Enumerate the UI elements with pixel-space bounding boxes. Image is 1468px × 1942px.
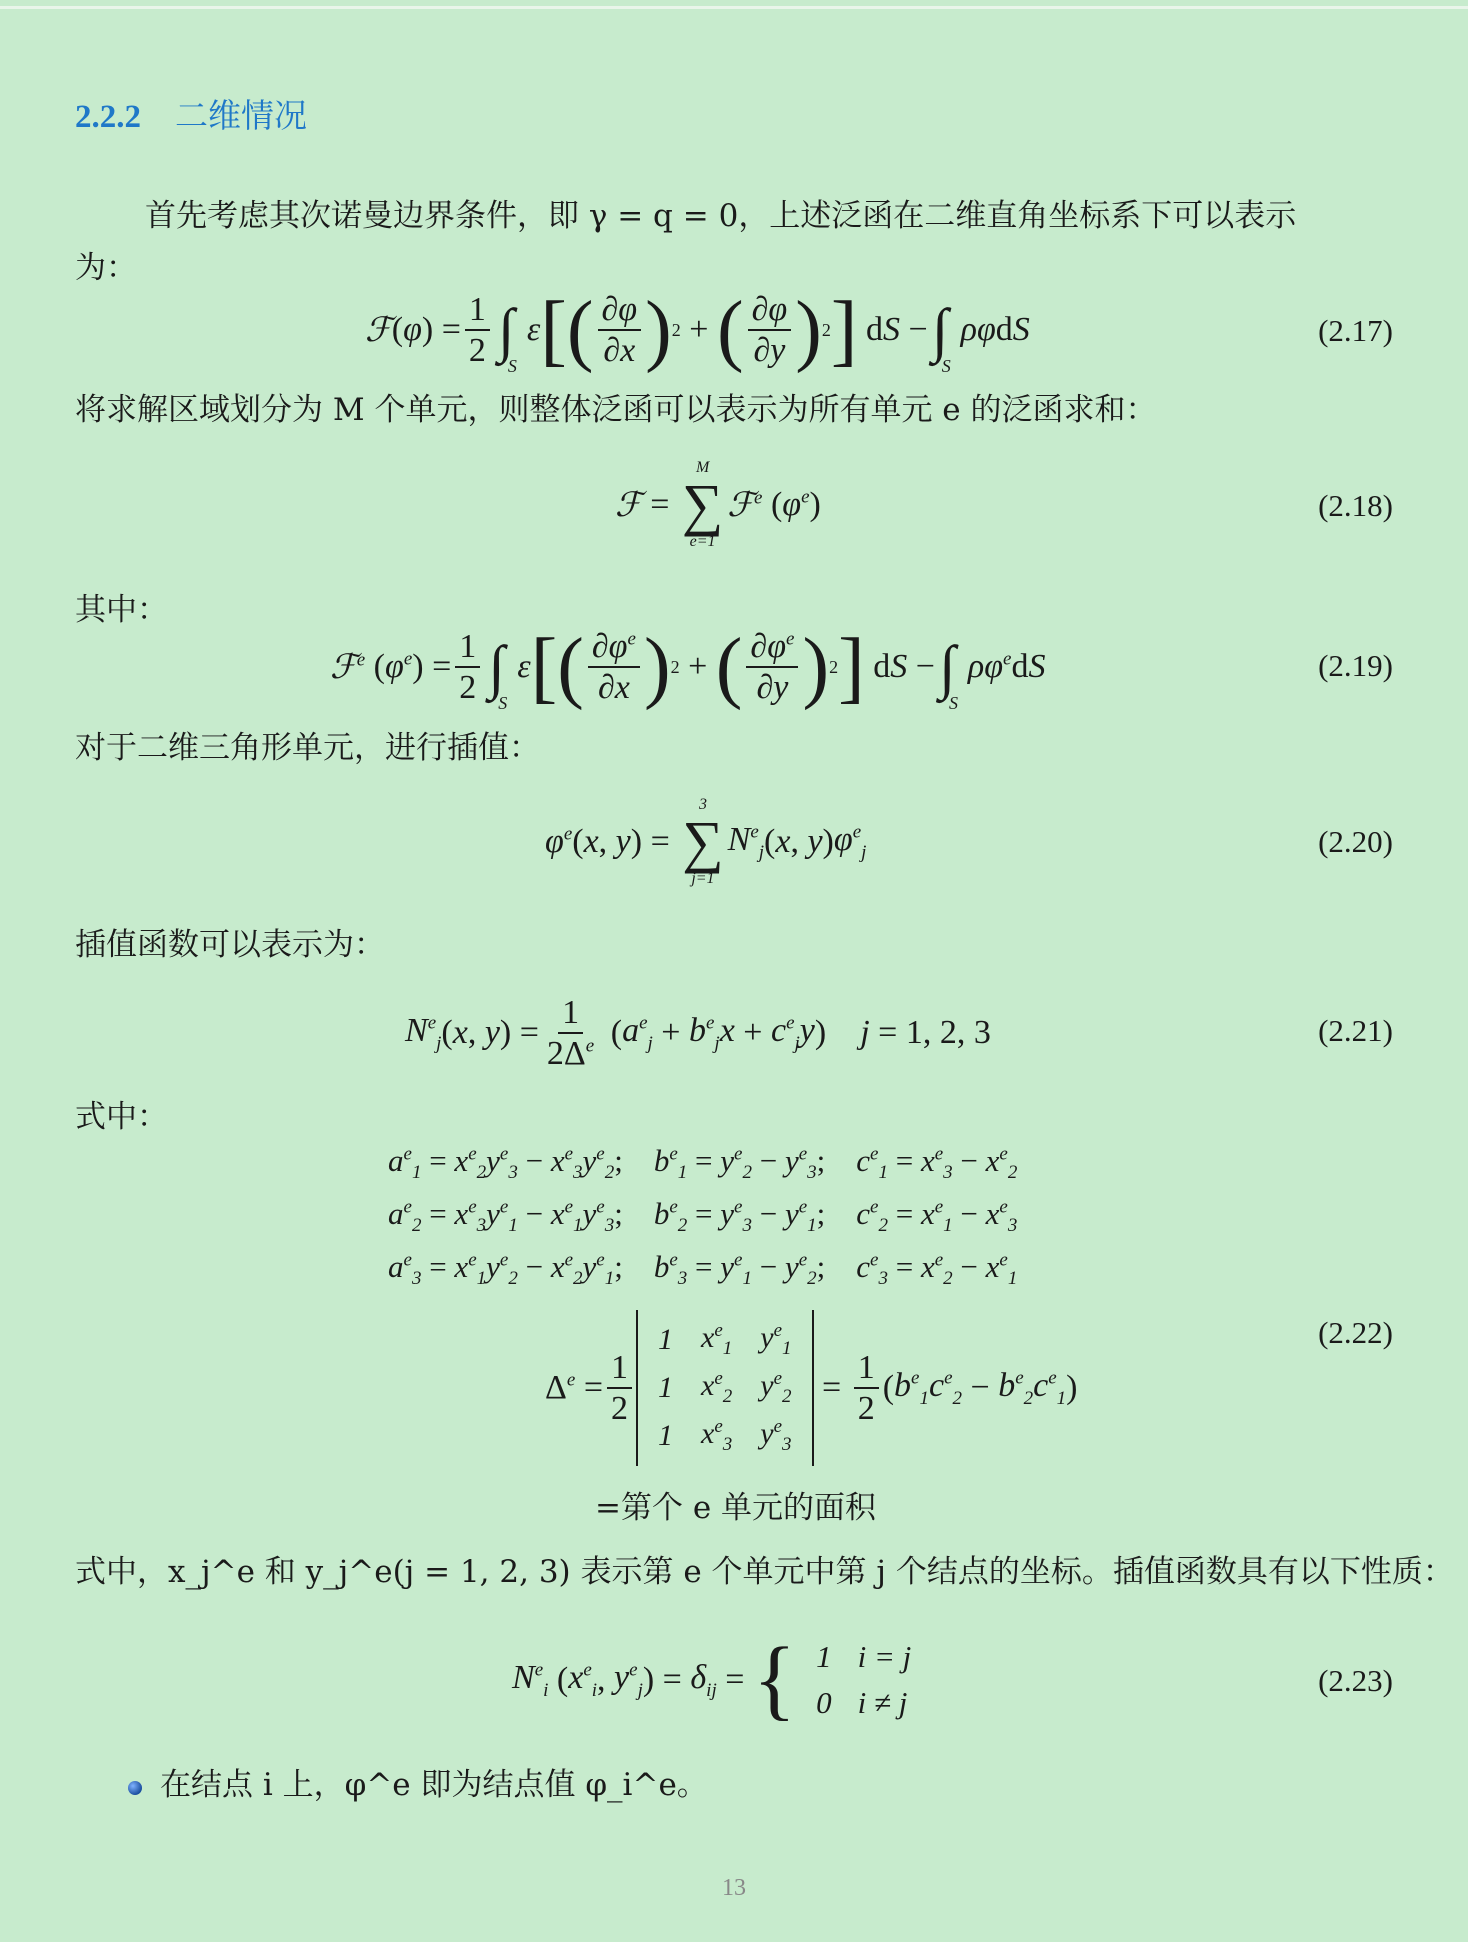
equation-2-21: $N^e_j$ (x, y) = $\frac{1}{2\Delta^e}$ ( $a^e_j$ + $b^e_jx$ + $c^e_jy$ ) j = 1, 2, 3 [405,993,991,1072]
equation-number-2-20: (2.20) [1318,824,1393,859]
paragraph-shape-function: 插值函数可以表示为： [75,927,385,963]
bullet-item-node-value: 在结点 i 上，φ^e 即为结点值 φ_i^e。 [160,1767,708,1803]
determinant-matrix: 1 $x^e_1$ $y^e_1$ 1 $x^e_2$ $y^e_2$ 1 $x^e_3$ $y^e_3$ [636,1310,814,1466]
equation-2-20: $\varphi^e$ (x, y) = 3 ∑ j=1 $N^e_j$ (x, y) $\varphi^e_j$ [545,796,867,887]
section-heading [75,90,307,137]
equation-2-22-determinant: $\Delta^e$ = $\frac{1}{2}$ 1 $x^e_1$ $y^e_1$ 1 $x^e_2$ $y^e_2$ 1 $x^e_3$ $y^e_3$ = $\frac{1}{2}$ ( $b^e_1c^e_2$ − $b^e_2c^e_1$ ) [545,1303,1078,1473]
paragraph-where-2: 式中： [75,1099,168,1135]
equation-number-2-21: (2.21) [1318,1013,1393,1048]
section-title: 二维情况 [175,96,307,135]
equation-2-18: ℱ = M ∑ e=1 ℱ$^e$ ( $\varphi^e$ ) [615,459,821,550]
page-number: 13 [722,1875,746,1901]
section-number: 2.2.2 [75,99,141,135]
paragraph-where: 其中： [75,592,168,628]
paragraph-node-coordinates: 式中，x_j^e 和 y_j^e(j = 1, 2, 3) 表示第 e 个单元中第 j 个结点的坐标。插值函数具有以下性质： [75,1554,1454,1590]
equation-number-2-22: (2.22) [1318,1315,1393,1350]
bullet-icon [128,1781,142,1795]
equation-2-17: ℱ ( φ ) = $\frac{1}{2}$ ∫ S ε [ ( $\frac{\partial\varphi}{\partial x}$ ) 2 + ( $\frac{\partial\varphi}{\partial y}$ ) 2 ] dS − ∫ S ρφ dS [365,286,1030,376]
equation-number-2-23: (2.23) [1318,1663,1393,1698]
paragraph-intro-line1: 首先考虑其次诺曼边界条件，即 γ = q = 0，上述泛函在二维直角坐标系下可以表示 [145,198,1297,234]
paragraph-partition: 将求解区域划分为 M 个单元，则整体泛函可以表示为所有单元 e 的泛函求和： [75,392,1157,428]
equation-2-19: ℱ$^e$ ( $\varphi^e$ ) = $\frac{1}{2}$ ∫ S ε [ ( $\frac{\partial\varphi^e}{\partial x}$ ) 2 + ( $\frac{\partial\varphi^e}{\partial y}$ ) 2 ] dS − ∫ S $\rho\varphi^e$ dS [330,623,1046,713]
paragraph-interpolation: 对于二维三角形单元，进行插值： [75,730,540,766]
area-definition: =第个 e 单元的面积 [595,1490,877,1526]
equation-2-23: $N^e_i$ ( $x^e_i$ , $y^e_j$ ) = $\delta_{ij}$ = { 1 i = j 0 i ≠ j [512,1630,912,1729]
top-rule [0,6,1468,9]
equation-number-2-19: (2.19) [1318,648,1393,683]
equation-number-2-17: (2.17) [1318,313,1393,348]
equation-number-2-18: (2.18) [1318,488,1393,523]
paragraph-intro-line2: 为： [75,250,137,286]
